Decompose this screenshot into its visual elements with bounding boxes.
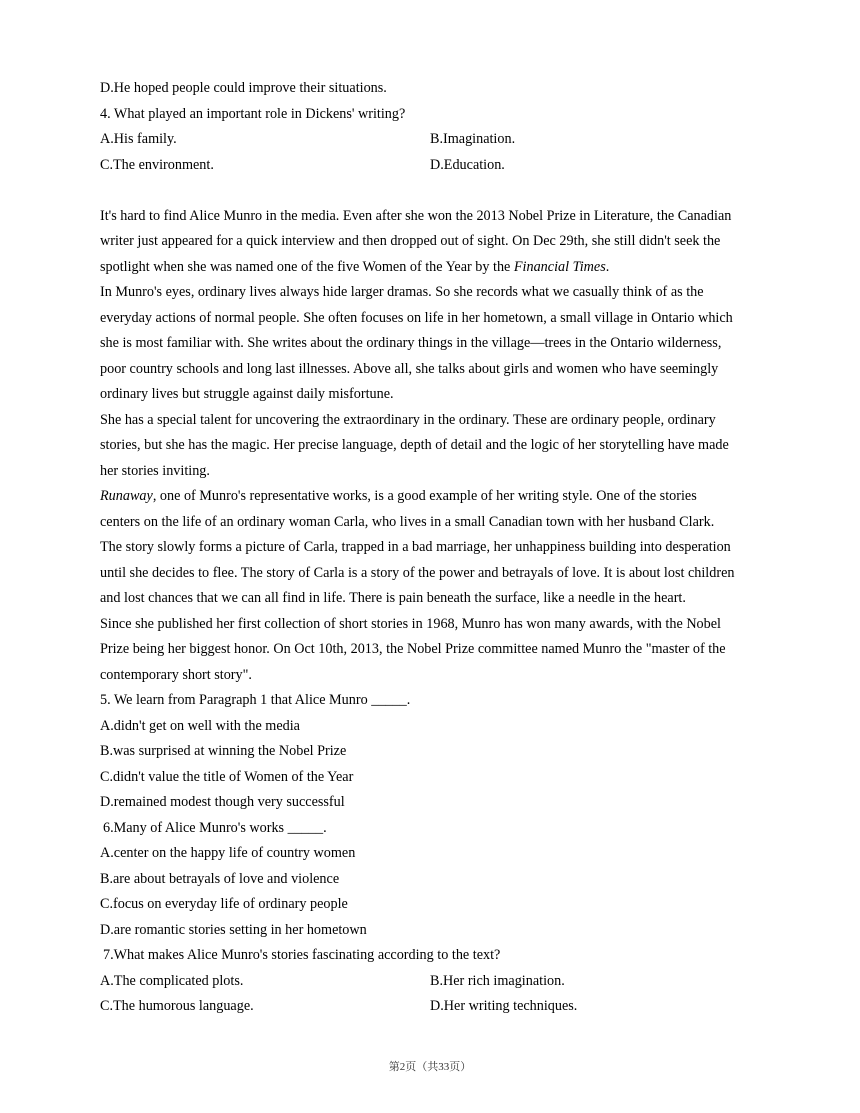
q5-option-b: B.was surprised at winning the Nobel Prize (100, 743, 347, 759)
q4-option-b: B.Imagination. (430, 131, 516, 147)
q4-options-row-1 (100, 127, 765, 153)
passage-line: poor country schools and long last illnesses. Above all, she talks about girls and women who have seemingly (100, 360, 719, 377)
passage-line: contemporary short story". (100, 666, 252, 683)
q7-options-row-1 (100, 969, 765, 995)
q4-option-d: D.Education. (430, 156, 505, 173)
q4-stem: 4. What played an important role in Dickens' writing? (100, 105, 406, 122)
document-page (100, 76, 765, 1020)
runaway-title: Runaway (100, 488, 153, 504)
q4-option-c: C.The environment. (100, 156, 214, 173)
passage-line: In Munro's eyes, ordinary lives always hide larger dramas. So she records what we casually think of as the (100, 284, 704, 300)
passage-text: spotlight when she was named one of the five Women of the Year by the (100, 258, 514, 275)
passage-text: . (605, 258, 610, 275)
passage-line: centers on the life of an ordinary woman Carla, who lives in a small Canadian town with her husband Clark. (100, 513, 715, 530)
passage-line: until she decides to flee. The story of Carla is a story of the power and betrayals of love. It is about lost children (100, 564, 735, 581)
passage-line (100, 255, 765, 281)
q5-option-a: A.didn't get on well with the media (100, 717, 300, 734)
q7-option-a: A.The complicated plots. (100, 972, 244, 989)
passage-line: ordinary lives but struggle against daily misfortune. (100, 386, 394, 402)
q6-option-b: B.are about betrayals of love and violence (100, 870, 340, 887)
q5-stem: 5. We learn from Paragraph 1 that Alice Munro _____. (100, 692, 411, 708)
q7-stem: 7.What makes Alice Munro's stories fascinating according to the text? (103, 947, 501, 963)
q7-option-c: C.The humorous language. (100, 998, 254, 1014)
financial-times-title: Financial Times (513, 258, 606, 275)
q7-options-row-2 (100, 994, 765, 1020)
page-footer: 第2页（共33页） (388, 1061, 472, 1073)
q7-option-b: B.Her rich imagination. (430, 972, 565, 989)
passage-line: she is most familiar with. She writes about the ordinary things in the village—trees in the Ontario wilderness, (100, 335, 722, 351)
q4-option-a: A.His family. (100, 131, 177, 147)
q6-option-c: C.focus on everyday life of ordinary people (100, 896, 348, 912)
q4-options-row-2 (100, 153, 765, 179)
q5-option-c: C.didn't value the title of Women of the Year (100, 768, 354, 785)
passage-line: Since she published her first collection of short stories in 1968, Munro has won many awards, with the Nobel (100, 615, 721, 632)
passage-line: She has a special talent for uncovering the extraordinary in the ordinary. These are ordinary people, ordinary (100, 411, 716, 428)
q6-option-d: D.are romantic stories setting in her hometown (100, 921, 367, 938)
passage-line: everyday actions of normal people. She often focuses on life in her hometown, a small village in Ontario which (100, 309, 733, 326)
passage-line: Prize being her biggest honor. On Oct 10th, 2013, the Nobel Prize committee named Munro the "master of the (100, 641, 726, 657)
passage-line: her stories inviting. (100, 462, 210, 479)
passage-line: The story slowly forms a picture of Carla, trapped in a bad marriage, her unhappiness building into desperation (100, 539, 731, 555)
passage (100, 204, 765, 689)
passage-text: , one of Munro's representative works, is a good example of her writing style. One of the stories (152, 488, 697, 504)
q5-option-d: D.remained modest though very successful (100, 794, 345, 810)
q3-option-d: D.He hoped people could improve their situations. (100, 80, 387, 96)
spacer (100, 178, 765, 204)
passage-line: and lost chances that we can all find in life. There is pain beneath the surface, like a needle in the heart. (100, 590, 686, 606)
q6-stem: 6.Many of Alice Munro's works _____. (103, 819, 327, 836)
passage-line: writer just appeared for a quick interview and then dropped out of sight. On Dec 29th, she still didn't seek the (100, 233, 721, 249)
q7-option-d: D.Her writing techniques. (430, 998, 578, 1014)
passage-line: stories, but she has the magic. Her precise language, depth of detail and the logic of her storytelling have made (100, 437, 729, 453)
q6-option-a: A.center on the happy life of country women (100, 845, 356, 861)
passage-line (100, 484, 765, 510)
passage-line: It's hard to find Alice Munro in the media. Even after she won the 2013 Nobel Prize in Literature, the Canadian (100, 207, 732, 224)
